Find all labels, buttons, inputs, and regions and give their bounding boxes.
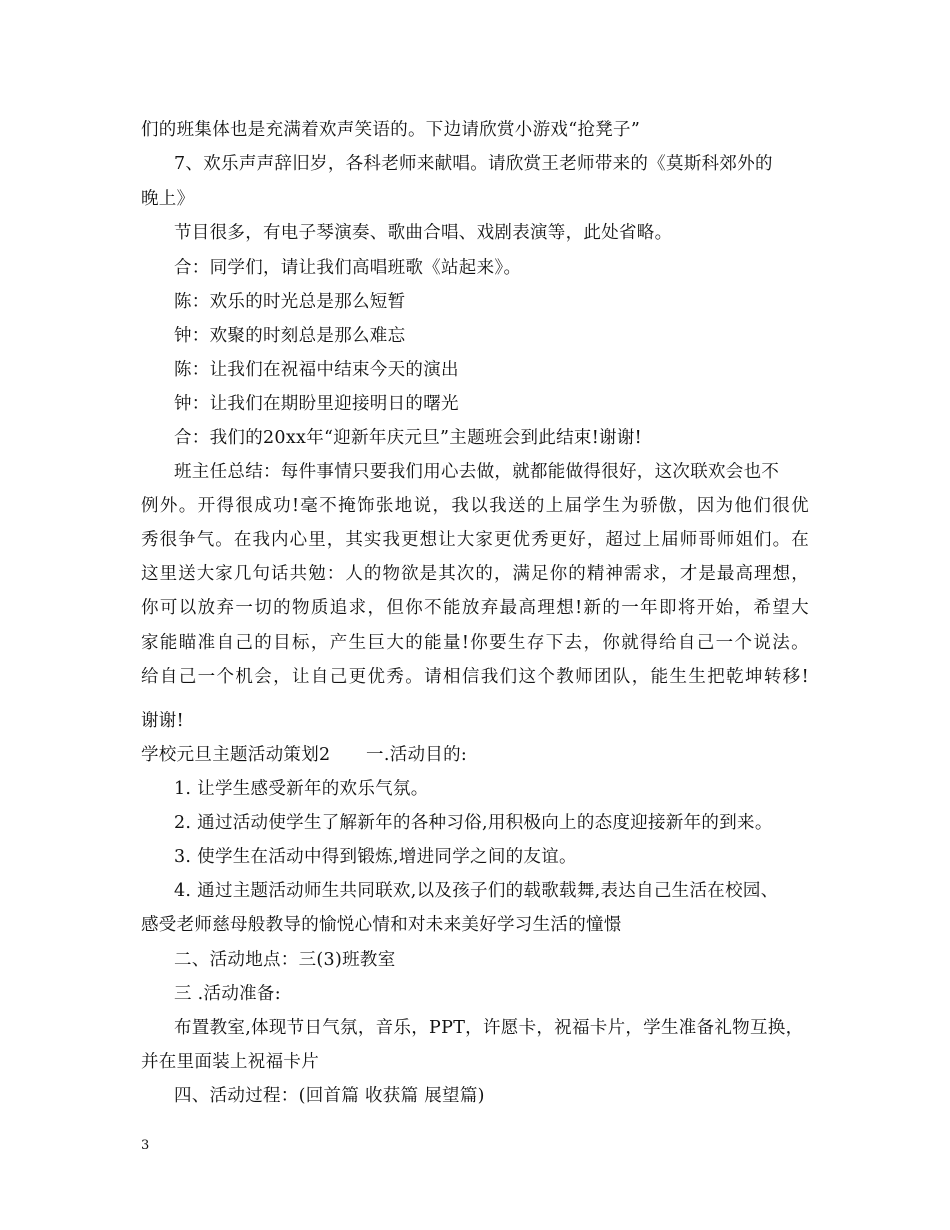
text-line: 二、活动地点：三(3)班教室 bbox=[174, 950, 396, 970]
section-heading: 学校元旦主题活动策划2 一.活动目的: bbox=[141, 745, 468, 765]
text-line: 陈：欢乐的时光总是那么短暂 bbox=[174, 292, 406, 312]
text-line: 钟：让我们在期盼里迎接明日的曙光 bbox=[174, 394, 459, 414]
list-item: 3. 使学生在活动中得到锻炼,增进同学之间的友谊。 bbox=[174, 847, 577, 867]
list-item: 2. 通过活动使学生了解新年的各种习俗,用积极向上的态度迎接新年的到来。 bbox=[174, 813, 773, 833]
text-line: 这里送大家几句话共勉：人的物欲是其次的，满足你的精神需求，才是最高理想， bbox=[141, 564, 809, 584]
page-number: 3 bbox=[141, 1138, 150, 1153]
text-line: 四、活动过程：(回首篇 收获篇 展望篇) bbox=[174, 1086, 485, 1106]
text-line: 节目很多，有电子琴演奏、歌曲合唱、戏剧表演等，此处省略。 bbox=[174, 223, 673, 243]
text-line: 你可以放弃一切的物质追求，但你不能放弃最高理想!新的一年即将开始，希望大 bbox=[141, 598, 809, 618]
text-line: 7、欢乐声声辞旧岁，各科老师来献唱。请欣赏王老师带来的《莫斯科郊外的 bbox=[174, 154, 773, 174]
text-line: 谢谢! bbox=[141, 711, 184, 731]
text-line: 感受老师慈母般教导的愉悦心情和对未来美好学习生活的憧憬 bbox=[141, 915, 622, 935]
text-line: 布置教室,体现节日气氛，音乐，PPT，许愿卡，祝福卡片，学生准备礼物互换， bbox=[174, 1018, 804, 1038]
text-line: 陈：让我们在祝福中结束今天的演出 bbox=[174, 360, 459, 380]
text-line: 家能瞄准自己的目标，产生巨大的能量!你要生存下去，你就得给自己一个说法。 bbox=[141, 633, 809, 653]
text-line: 合：我们的20xx年“迎新年庆元旦”主题班会到此结束!谢谢! bbox=[174, 428, 642, 448]
text-line: 并在里面装上祝福卡片 bbox=[141, 1052, 319, 1072]
list-item: 4. 通过主题活动师生共同联欢,以及孩子们的载歌载舞,表达自己生活在校园、 bbox=[174, 881, 779, 901]
text-line: 们的班集体也是充满着欢声笑语的。下边请欣赏小游戏“抢凳子” bbox=[141, 120, 641, 140]
list-item: 1. 让学生感受新年的欢乐气氛。 bbox=[174, 779, 429, 799]
text-line: 钟：欢聚的时刻总是那么难忘 bbox=[174, 326, 406, 346]
text-line: 秀很争气。在我内心里，其实我更想让大家更优秀更好，超过上届师哥师姐们。在 bbox=[141, 530, 809, 550]
text-line: 三 .活动准备: bbox=[174, 984, 281, 1004]
text-line: 例外。开得很成功!毫不掩饰张地说，我以我送的上届学生为骄傲，因为他们很优 bbox=[141, 496, 809, 516]
text-line: 晚上》 bbox=[141, 189, 195, 209]
text-line: 班主任总结：每件事情只要我们用心去做，就都能做得很好，这次联欢会也不 bbox=[174, 462, 780, 482]
text-line: 合：同学们，请让我们高唱班歌《站起来》。 bbox=[174, 258, 522, 278]
text-line: 给自己一个机会，让自己更优秀。请相信我们这个教师团队，能生生把乾坤转移! bbox=[141, 667, 809, 687]
